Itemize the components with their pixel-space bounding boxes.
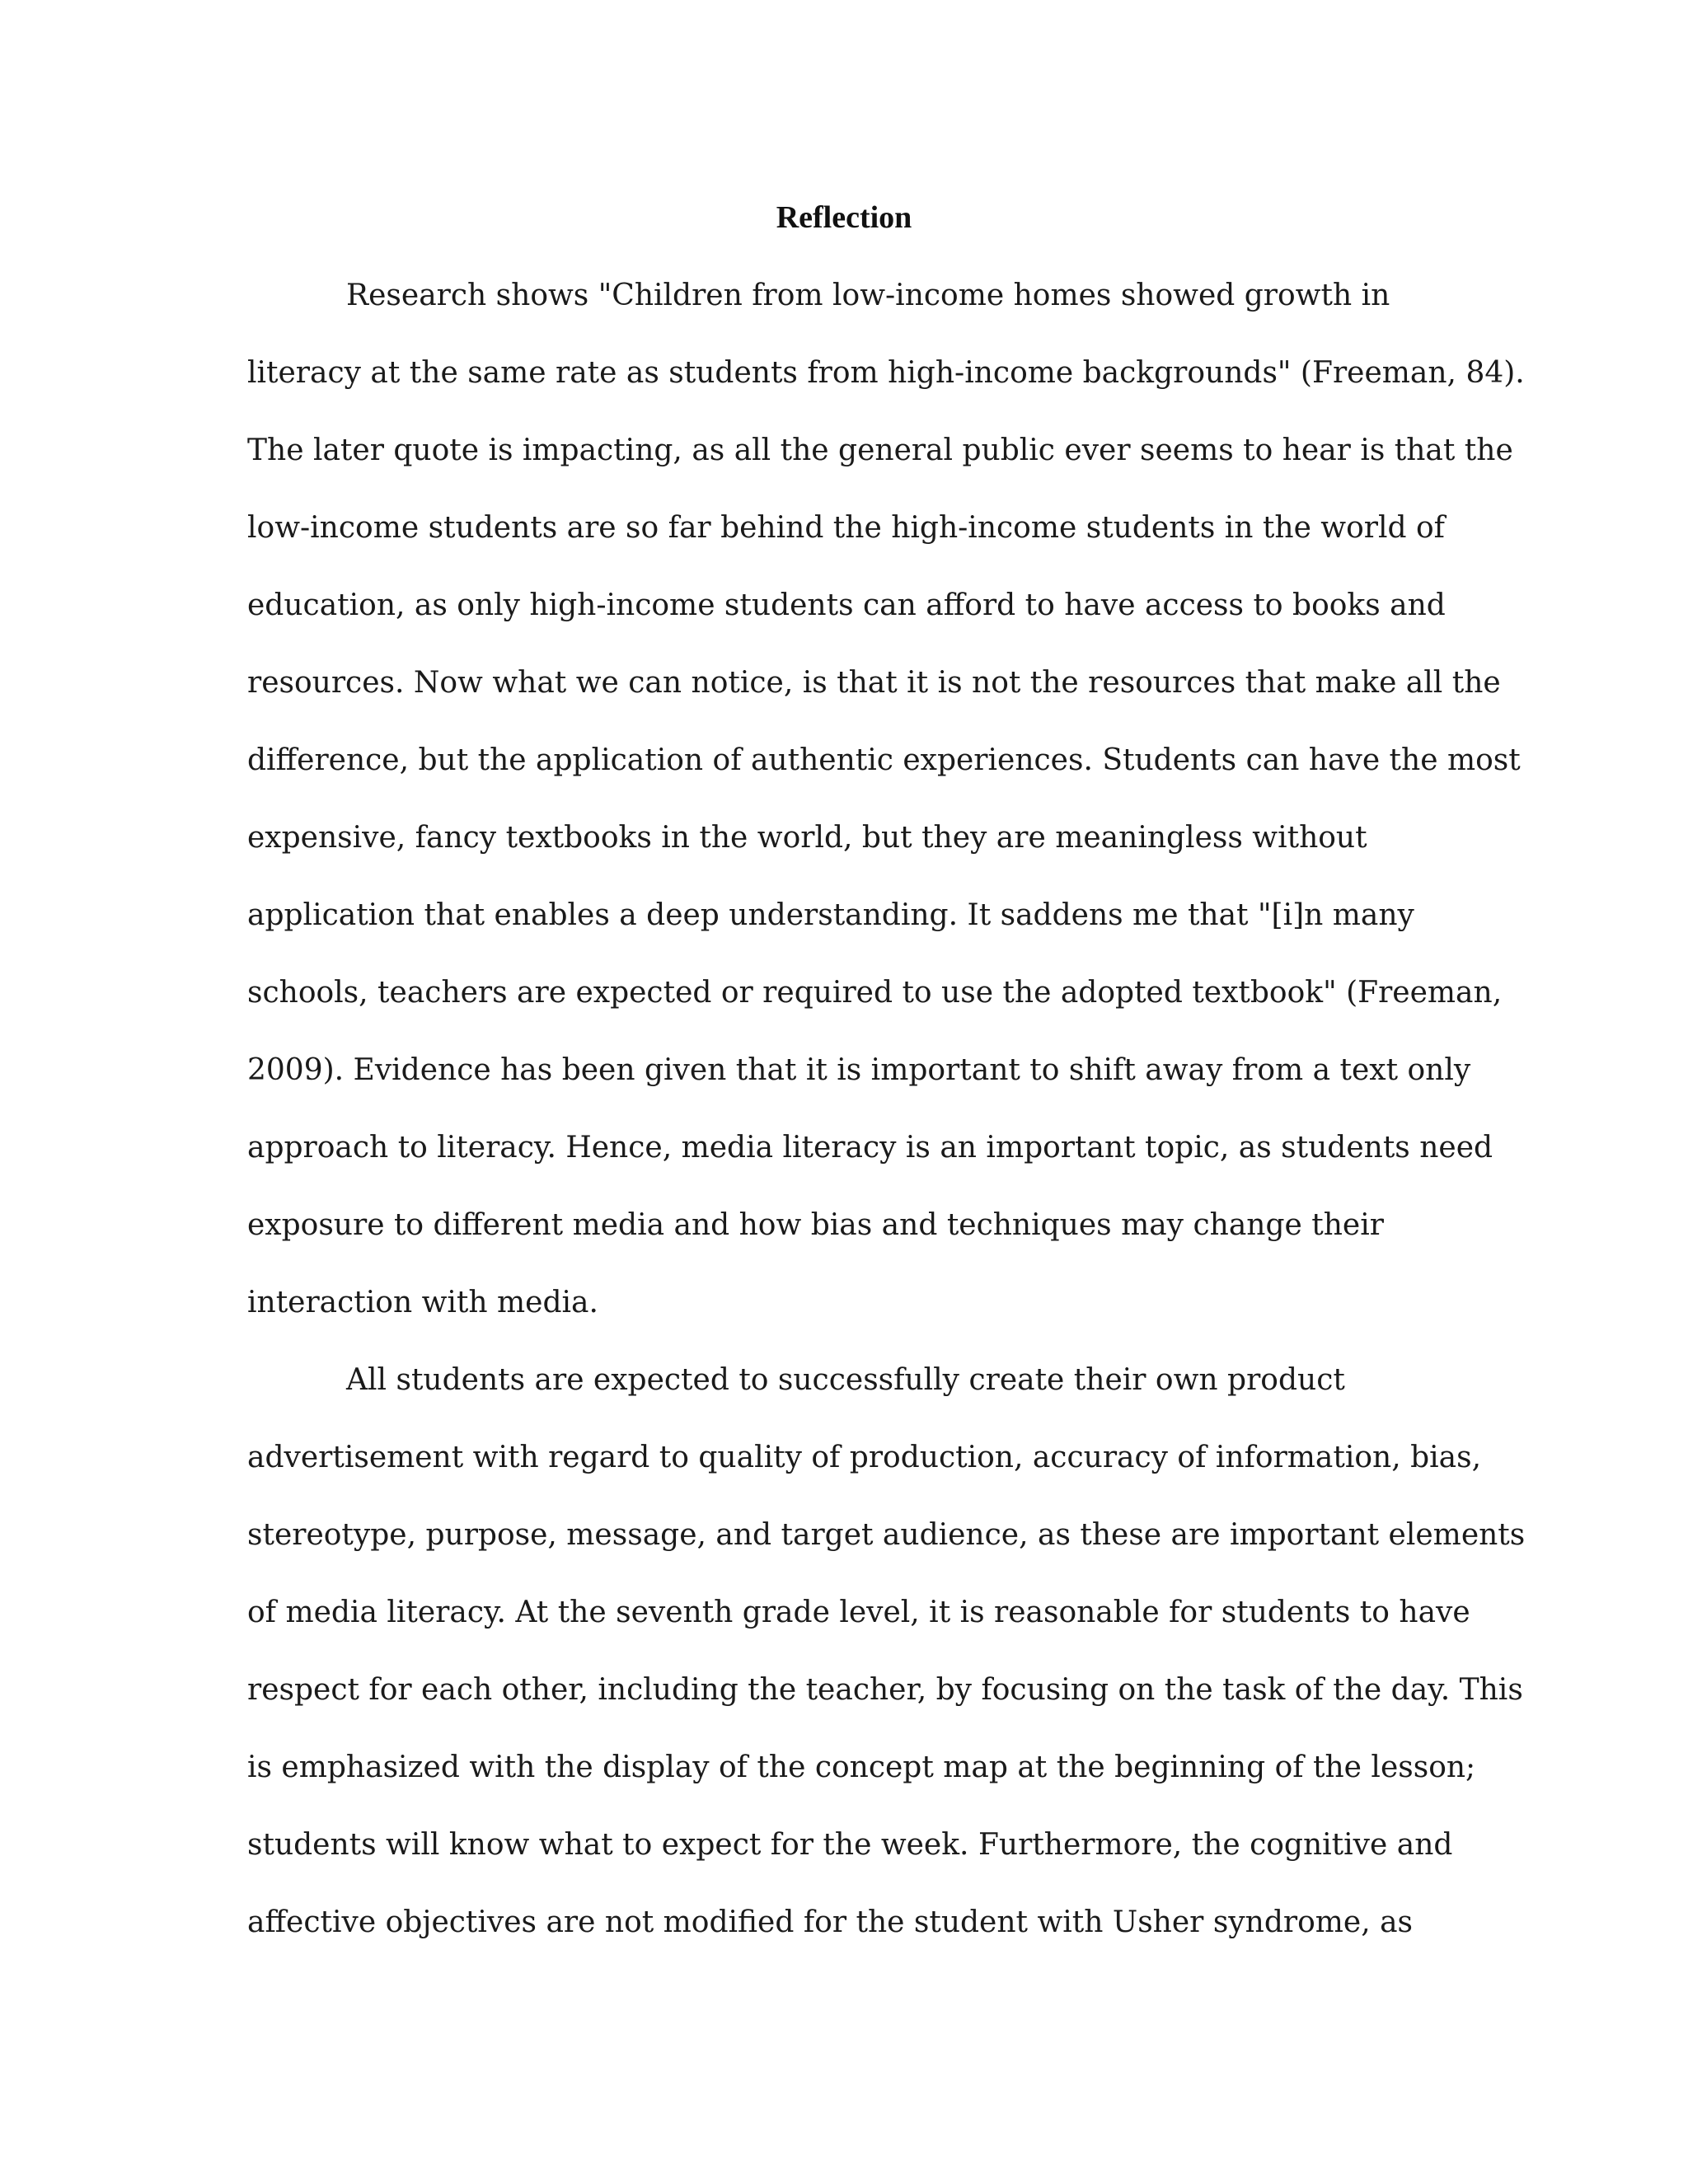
paragraph-1-line-5: education, as only high-income students can afford to have access to books and xyxy=(247,588,1446,622)
document-title: Reflection xyxy=(776,200,912,235)
document-body xyxy=(247,270,1526,1975)
paragraph-1-line-3: The later quote is impacting, as all the general public ever seems to hear is that the xyxy=(247,434,1513,467)
paragraph-1-line-8: expensive, fancy textbooks in the world, but they are meaningless without xyxy=(247,821,1367,855)
paragraph-1-line-10: schools, teachers are expected or required to use the adopted textbook" (Freeman, xyxy=(247,976,1503,1010)
paragraph-2-line-3: stereotype, purpose, message, and target audience, as these are important elements xyxy=(247,1518,1526,1552)
paragraph-2-line-8: affective objectives are not modified for the student with Usher syndrome, as xyxy=(247,1905,1414,1939)
paragraph-1-line-4: low-income students are so far behind the high-income students in the world of xyxy=(247,511,1446,545)
paragraph-2-line-1: All students are expected to successfully create their own product xyxy=(346,1363,1345,1397)
paragraph-2-line-6: is emphasized with the display of the concept map at the beginning of the lesson; xyxy=(247,1750,1476,1784)
paragraph-1-line-11: 2009). Evidence has been given that it is important to shift away from a text only xyxy=(247,1053,1471,1087)
paragraph-1-line-6: resources. Now what we can notice, is that it is not the resources that make all the xyxy=(247,666,1501,700)
paragraph-2-line-5: respect for each other, including the teacher, by focusing on the task of the day. This xyxy=(247,1673,1523,1707)
paragraph-2-line-7: students will know what to expect for the week. Furthermore, the cognitive and xyxy=(247,1828,1453,1862)
paragraph-1-line-1: Research shows "Children from low-income homes showed growth in xyxy=(346,279,1390,312)
paragraph-1-line-7: difference, but the application of authentic experiences. Students can have the most xyxy=(247,743,1521,777)
paragraph-2-line-2: advertisement with regard to quality of production, accuracy of information, bias, xyxy=(247,1441,1482,1474)
paragraph-1-line-13: exposure to different media and how bias and techniques may change their xyxy=(247,1208,1384,1242)
paragraph-1-line-12: approach to literacy. Hence, media literacy is an important topic, as students need xyxy=(247,1131,1493,1165)
paragraph-1-line-9: application that enables a deep understanding. It saddens me that "[i]n many xyxy=(247,898,1414,932)
paragraph-2-line-4: of media literacy. At the seventh grade level, it is reasonable for students to have xyxy=(247,1596,1470,1629)
paragraph-1-line-2: literacy at the same rate as students from high-income backgrounds" (Freeman, 84). xyxy=(247,356,1525,390)
paragraph-1-line-14: interaction with media. xyxy=(247,1286,598,1319)
